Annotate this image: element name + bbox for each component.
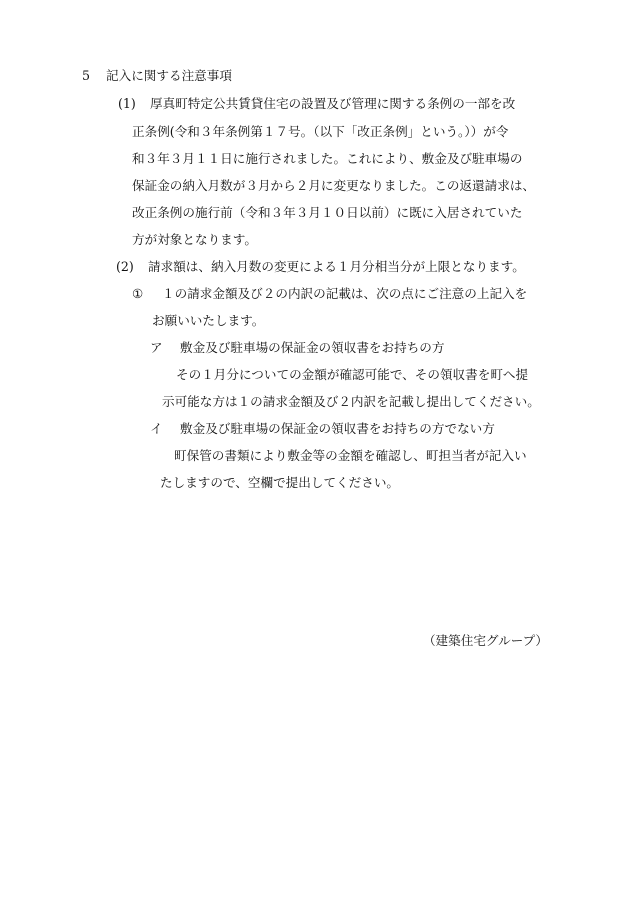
- item-1-line-1: [118, 96, 515, 112]
- subitem-1-line-2: お願いいたします。: [152, 313, 265, 328]
- section-title: 記入に関する注意事項: [106, 68, 232, 83]
- case-i-heading: [150, 421, 495, 437]
- item-2-line-1: [116, 259, 525, 275]
- subitem-1-line-1: [132, 286, 527, 302]
- case-a-line-1: その１月分についての金額が確認可能で、その領収書を町へ提: [176, 367, 529, 382]
- item-1-marker: (1): [118, 96, 136, 111]
- subitem-1-marker: ①: [132, 286, 144, 301]
- item-1-line-4: 保証金の納入月数が３月から２月に変更なりました。この返還請求は、: [132, 178, 535, 193]
- section-heading: [82, 68, 232, 84]
- section-number: 5: [82, 68, 91, 83]
- item-1-line-6: 方が対象となります。: [132, 232, 257, 247]
- item-1-line-2: 正条例(令和３年条例第１７号。（以下「改正条例」という。））が令: [132, 124, 509, 139]
- case-a-marker: ア: [150, 340, 163, 355]
- item-1-text: 厚真町特定公共賃貸住宅の設置及び管理に関する条例の一部を改: [150, 96, 516, 111]
- item-1-line-3: 和３年３月１１日に施行されました。これにより、敷金及び駐車場の: [132, 151, 523, 166]
- item-2-marker: (2): [116, 259, 134, 274]
- footer-department: （建築住宅グループ）: [422, 633, 548, 648]
- case-i-line-1: 町保管の書類により敷金等の金額を確認し、町担当者が記入い: [174, 448, 527, 463]
- subitem-1-text: １の請求金額及び２の内訳の記載は、次の点にご注意の上記入を: [162, 286, 528, 301]
- item-2-text: 請求額は、納入月数の変更による１月分相当分が上限となります。: [148, 259, 525, 274]
- case-a-line-2: 示可能な方は１の請求金額及び２内訳を記載し提出してください。: [162, 394, 540, 409]
- case-i-marker: イ: [150, 421, 163, 436]
- item-1-line-5: 改正条例の施行前（令和３年３月１０日以前）に既に入居されていた: [132, 205, 523, 220]
- case-i-line-2: たしますので、空欄で提出してください。: [160, 475, 400, 490]
- case-a-heading: [150, 340, 444, 356]
- case-a-heading-text: 敷金及び駐車場の保証金の領収書をお持ちの方: [180, 340, 445, 355]
- case-i-heading-text: 敷金及び駐車場の保証金の領収書をお持ちの方でない方: [180, 421, 495, 436]
